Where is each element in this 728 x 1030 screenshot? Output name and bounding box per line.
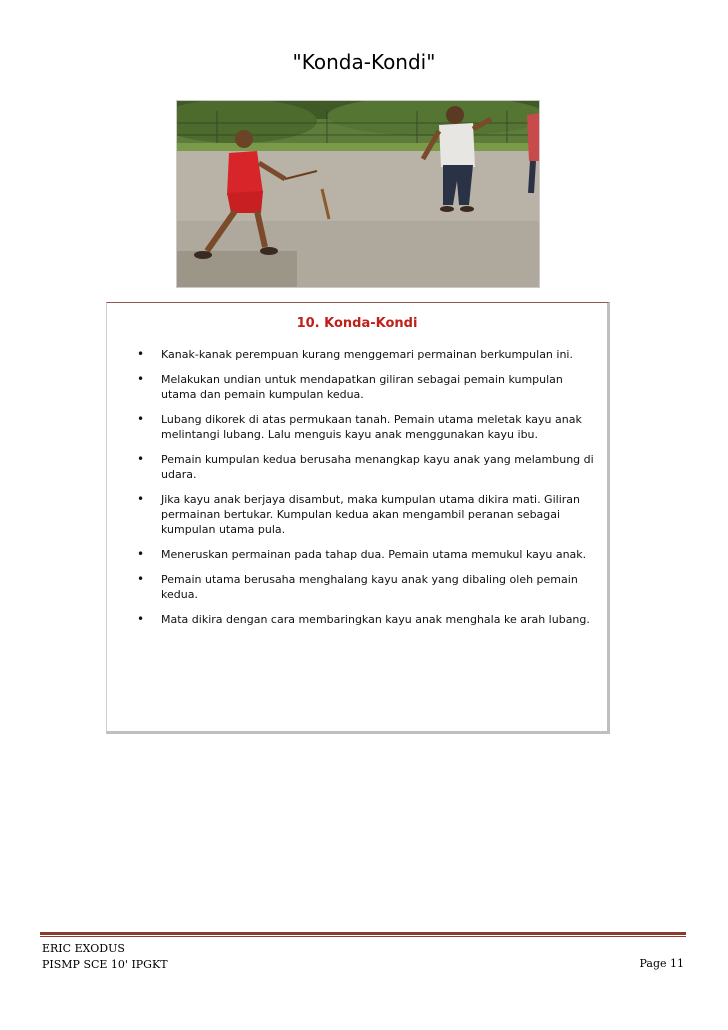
list-item: • Meneruskan permainan pada tahap dua. Pemain utama memukul kayu anak. bbox=[137, 547, 587, 561]
konda-kondi-photo bbox=[176, 100, 540, 288]
bullet-icon: • bbox=[137, 412, 145, 426]
bullet-icon: • bbox=[137, 347, 145, 361]
footer-divider bbox=[40, 932, 686, 935]
bullet-icon: • bbox=[137, 547, 145, 561]
list-item: • Melakukan undian untuk mendapatkan giliran sebagai pemain kumpulan utama dan pemain kumpulan kedua. bbox=[137, 372, 563, 401]
footer-course: PISMP SCE 10' IPGKT bbox=[42, 958, 168, 971]
bullet-icon: • bbox=[137, 612, 145, 626]
list-item: • Lubang dikorek di atas permukaan tanah. Pemain utama meletak kayu anak melintangi lubang. Lalu menguis kayu anak menggunakan kayu ibu. bbox=[137, 412, 582, 441]
bullet-icon: • bbox=[137, 492, 145, 506]
list-item: • Kanak-kanak perempuan kurang menggemari permainan berkumpulan ini. bbox=[137, 347, 573, 361]
rules-box bbox=[106, 302, 610, 734]
rules-list bbox=[127, 347, 601, 637]
list-item: • Jika kayu anak berjaya disambut, maka kumpulan utama dikira mati. Giliran permainan bertukar. Kumpulan kedua akan mengambil peranan sebagai kumpulan utama pula. bbox=[137, 492, 580, 536]
page-number: Page 11 bbox=[639, 957, 684, 970]
bullet-icon: • bbox=[137, 452, 145, 466]
footer-author: ERIC EXODUS bbox=[42, 942, 125, 955]
footer-divider-thin bbox=[40, 936, 686, 937]
rules-box-title: 10. Konda-Kondi bbox=[296, 316, 418, 331]
page-title: "Konda-Kondi" bbox=[292, 50, 436, 74]
footer-author-block bbox=[42, 941, 168, 973]
list-item: • Pemain kumpulan kedua berusaha menangkap kayu anak yang melambung di udara. bbox=[137, 452, 594, 481]
bullet-icon: • bbox=[137, 372, 145, 386]
list-item: • Pemain utama berusaha menghalang kayu anak yang dibaling oleh pemain kedua. bbox=[137, 572, 578, 601]
bullet-icon: • bbox=[137, 572, 145, 586]
list-item: • Mata dikira dengan cara membaringkan kayu anak menghala ke arah lubang. bbox=[137, 612, 590, 626]
